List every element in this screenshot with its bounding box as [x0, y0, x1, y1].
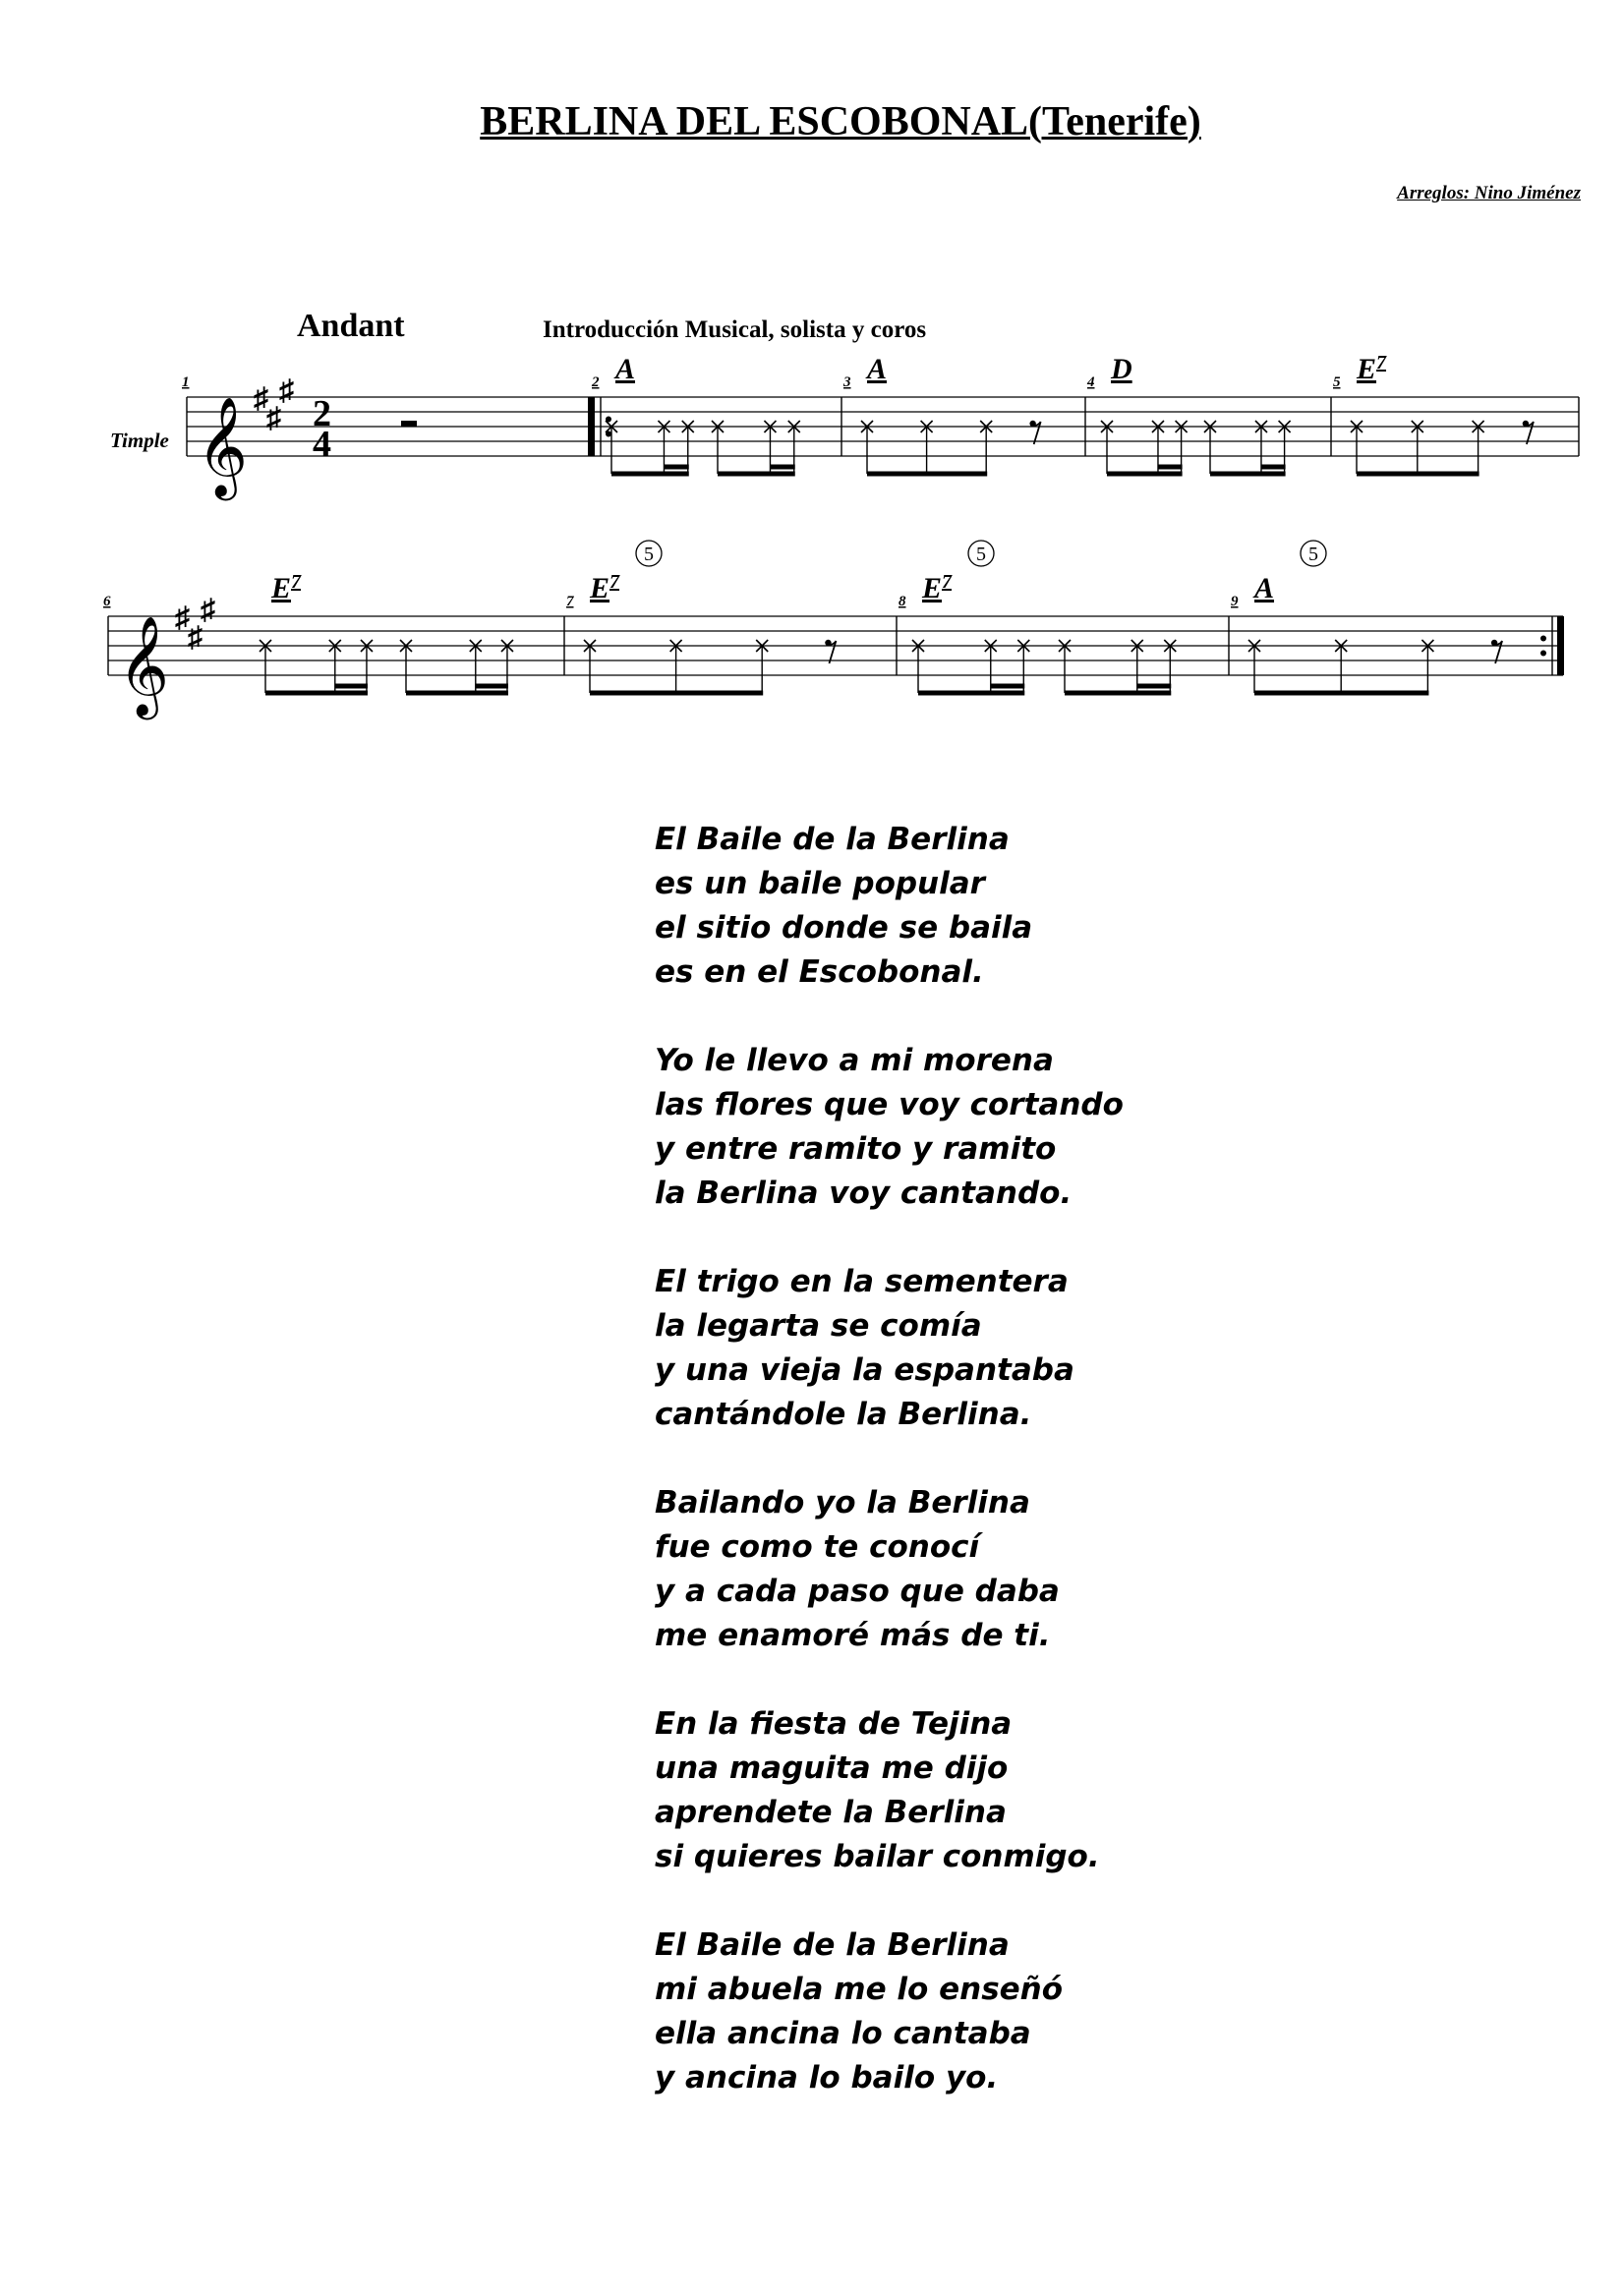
repeat-start-thick-bar [588, 397, 595, 456]
note-beam [476, 684, 508, 689]
measure-number: 4 [1087, 374, 1095, 390]
note-beam [718, 472, 795, 477]
lyrics-line: El Baile de la Berlina [655, 1927, 1010, 1963]
note-beam [406, 691, 508, 696]
lyrics-line: En la fiesta de Tejina [655, 1706, 1013, 1742]
lyrics-line: es un baile popular [655, 866, 985, 901]
note-beam [770, 465, 794, 470]
note-beam [1357, 472, 1479, 477]
note-beam [867, 472, 987, 477]
key-sharp: ♯ [279, 374, 294, 407]
treble-clef: 𝄞 [197, 400, 249, 495]
lyrics-line: mi abuela me lo enseñó [655, 1972, 1064, 2007]
time-signature-denominator: 4 [313, 424, 331, 465]
lyrics-line: y a cada paso que daba [655, 1574, 1060, 1609]
half-rest [401, 421, 417, 427]
lyrics-line: El trigo en la sementera [655, 1264, 1069, 1299]
chord-symbol: A [1254, 572, 1275, 604]
page-title: BERLINA DEL ESCOBONAL(Tenerife) [480, 99, 1201, 144]
note-beam [1210, 472, 1286, 477]
lyrics-line: fue como te conocí [655, 1529, 980, 1565]
key-sharp: ♯ [254, 382, 268, 415]
lyrics-line: ella ancina lo cantaba [655, 2016, 1031, 2051]
chord-symbol: $E^7$ [1357, 352, 1387, 385]
time-signature-numerator: 2 [313, 393, 331, 434]
measure-number: 2 [592, 374, 600, 390]
chord-symbol: A [867, 353, 888, 385]
lyrics-line: Bailando yo la Berlina [655, 1485, 1030, 1521]
lyrics-line: Yo le llevo a mi morena [655, 1043, 1054, 1078]
key-sharp: ♯ [188, 621, 203, 654]
section-label: Introducción Musical, solista y coros [543, 316, 927, 343]
measure-number: 9 [1231, 594, 1239, 609]
repeat-dot [606, 417, 611, 423]
arranger-credit: Arreglos: Nino Jiménez [1397, 183, 1581, 203]
note-beam [1261, 465, 1286, 470]
lyrics-stanza [655, 1260, 1343, 1437]
lyrics-stanza [655, 1039, 1343, 1216]
note-beam [335, 684, 368, 689]
tempo-marking: Andant [297, 308, 405, 344]
repeat-dot [1540, 636, 1546, 642]
key-sharp: ♯ [175, 602, 190, 634]
lyrics-line: aprendete la Berlina [655, 1795, 1007, 1830]
lyrics-stanza [655, 1481, 1343, 1658]
measure-number: 8 [899, 594, 906, 609]
lyrics-line: las flores que voy cortando [655, 1087, 1124, 1122]
lyrics-line: la legarta se comía [655, 1308, 982, 1344]
lyrics-line: es en el Escobonal. [655, 954, 984, 990]
note-beam [664, 465, 688, 470]
note-beam [1158, 465, 1183, 470]
note-beam [611, 472, 689, 477]
measure-number: 6 [103, 594, 111, 609]
note-beam [1254, 691, 1428, 696]
lyrics-line: una maguita me dijo [655, 1751, 1009, 1786]
lyrics-line: y ancina lo bailo yo. [655, 2060, 999, 2095]
note-beam [991, 684, 1025, 689]
lyrics-line: y entre ramito y ramito [655, 1131, 1057, 1167]
measure-number: 7 [566, 594, 574, 609]
note-beam [1137, 684, 1172, 689]
chord-symbol: $E^7$ [271, 571, 302, 604]
note-beam [918, 691, 1024, 696]
repeat-end-thick-bar [1557, 616, 1564, 675]
lyrics-line: me enamoré más de ti. [655, 1618, 1051, 1653]
string-marker-number: 5 [644, 544, 654, 565]
measure-number: 1 [182, 374, 190, 390]
lyrics-stanza [655, 818, 1343, 995]
lyrics-line: El Baile de la Berlina [655, 822, 1010, 857]
treble-clef: 𝄞 [118, 619, 170, 715]
key-sharp: ♯ [266, 402, 281, 434]
string-marker-number: 5 [1308, 544, 1318, 565]
lyrics-stanza [655, 1702, 1343, 1879]
measure-number: 3 [843, 374, 851, 390]
key-sharp: ♯ [201, 594, 215, 626]
chord-symbol: $E^7$ [590, 571, 620, 604]
measure-number: 5 [1333, 374, 1341, 390]
music-score [0, 0, 1624, 747]
lyrics-stanza [655, 1923, 1343, 2100]
chord-symbol: D [1111, 353, 1132, 385]
note-beam [590, 691, 763, 696]
repeat-dot [1540, 651, 1546, 657]
lyrics [655, 818, 1343, 2145]
chord-symbol: $E^7$ [922, 571, 953, 604]
note-beam [1107, 472, 1183, 477]
instrument-name: Timple [110, 429, 169, 452]
lyrics-line: y una vieja la espantaba [655, 1352, 1074, 1388]
string-marker-number: 5 [976, 544, 986, 565]
repeat-dot [606, 431, 611, 437]
lyrics-line: si quieres bailar conmigo. [655, 1839, 1100, 1874]
lyrics-line: el sitio donde se baila [655, 910, 1033, 946]
chord-symbol: A [615, 353, 636, 385]
lyrics-line: la Berlina voy cantando. [655, 1176, 1073, 1211]
lyrics-line: cantándole la Berlina. [655, 1397, 1032, 1432]
note-beam [1065, 691, 1171, 696]
note-beam [265, 691, 368, 696]
